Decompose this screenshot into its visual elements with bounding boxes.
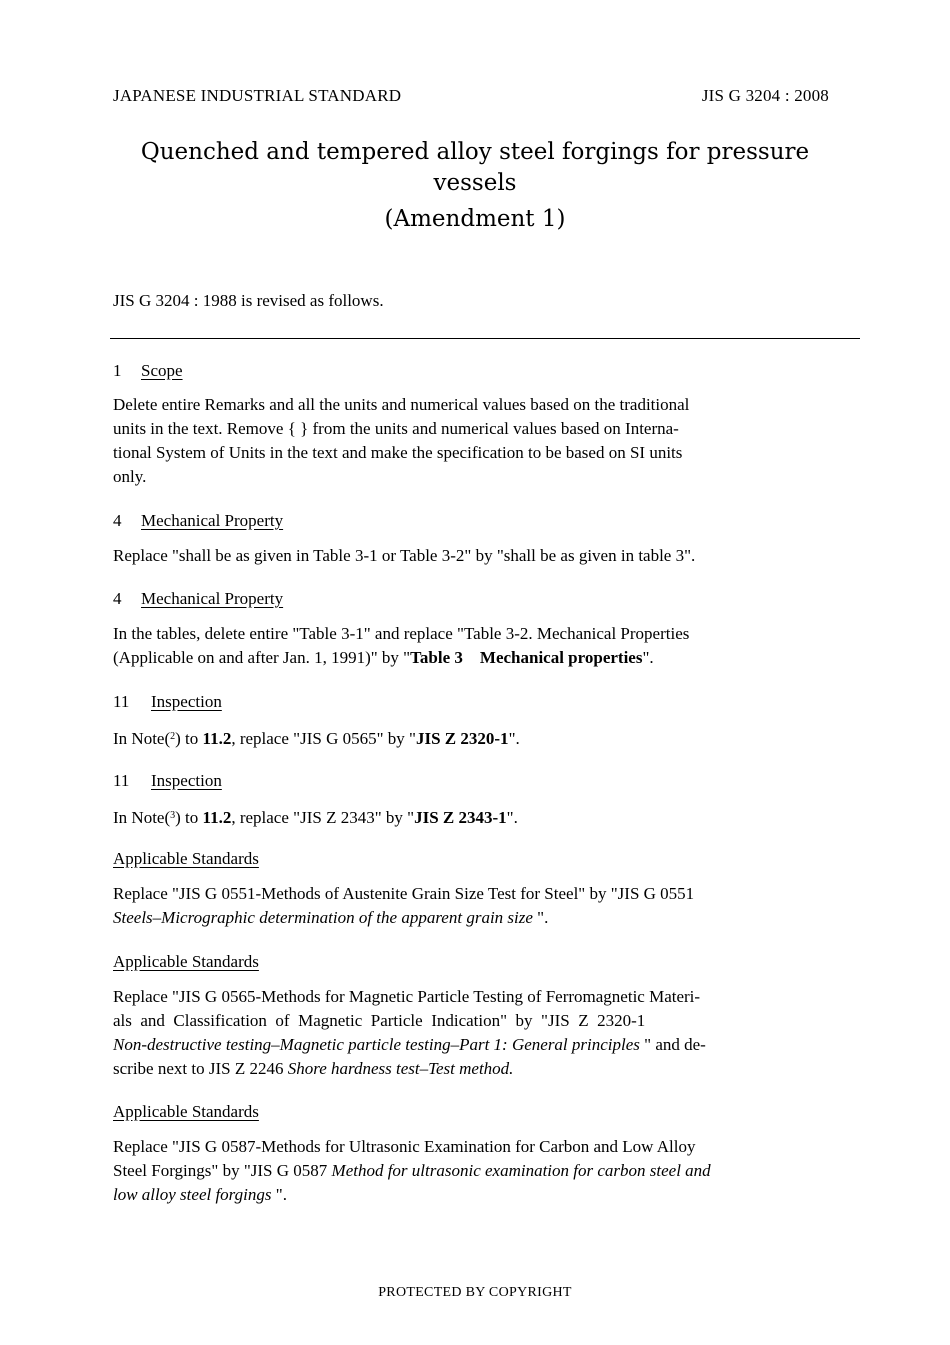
amendment-label: (Amendment 1)	[384, 206, 566, 232]
bold-table-ref: Table 3 Mechanical properties	[410, 648, 643, 667]
clause-ref: 11.2	[202, 808, 232, 827]
section-title: Mechanical Property	[141, 589, 284, 608]
title-line-2: vessels	[433, 170, 517, 196]
section-title: Mechanical Property	[141, 511, 284, 530]
section-number: 11	[113, 692, 130, 711]
section-heading-inspection	[113, 771, 222, 791]
bold-standard-ref: JIS Z 2343-1	[414, 808, 507, 827]
applicable-standards-paragraph	[113, 1135, 838, 1207]
section-number: 11	[113, 771, 130, 790]
clause-ref: 11.2	[202, 729, 232, 748]
note-number: 3	[170, 810, 176, 821]
section-title: Scope	[141, 361, 183, 380]
section-number: 4	[113, 511, 122, 530]
paragraph-line: Replace "JIS G 0565-Methods for Magnetic Particle Testing of Ferromagnetic Materi-	[113, 987, 701, 1006]
document-title	[0, 137, 950, 199]
section-title: Inspection	[151, 771, 222, 790]
paragraph-line: Non-destructive testing–Magnetic particle testing–Part 1: General principles " and de-	[113, 1035, 706, 1054]
paragraph-line: scribe next to JIS Z 2246 Shore hardness test–Test method.	[113, 1059, 514, 1078]
mechanical-tables-paragraph	[113, 622, 838, 670]
inspection-paragraph	[113, 725, 838, 751]
paragraph-line: In Note($^3$) to 11.2, replace "JIS Z 2343" by "JIS Z 2343-1".	[113, 808, 518, 827]
header-standard-label: JAPANESE INDUSTRIAL STANDARD	[113, 86, 402, 105]
section-heading-applicable-standards	[113, 849, 259, 869]
copyright-footer: PROTECTED BY COPYRIGHT	[378, 1285, 572, 1300]
section-heading-mechanical-property	[113, 511, 283, 531]
section-heading-scope	[113, 361, 183, 381]
section-heading-mechanical-property	[113, 589, 283, 609]
paragraph-line: low alloy steel forgings ".	[113, 1185, 287, 1204]
section-number: 4	[113, 589, 122, 608]
applicable-standards-paragraph	[113, 882, 838, 930]
paragraph-line: only.	[113, 467, 147, 486]
title-line-1: Quenched and tempered alloy steel forgings for pressure	[140, 139, 810, 165]
section-heading-applicable-standards	[113, 952, 259, 972]
paragraph-line: units in the text. Remove { } from the units and numerical values based on Interna-	[113, 419, 679, 438]
standard-title: Steels–Micrographic determination of the apparent grain size	[113, 908, 533, 927]
header-standard-number: JIS G 3204 : 2008	[701, 86, 829, 105]
paragraph-line: Replace "shall be as given in Table 3-1 or Table 3-2" by "shall be as given in table 3".	[113, 546, 696, 565]
paragraph-line: (Applicable on and after Jan. 1, 1991)" by "Table 3 Mechanical properties".	[113, 648, 654, 667]
standard-title: Shore hardness test–Test method.	[287, 1059, 514, 1078]
section-heading-inspection	[113, 692, 222, 712]
paragraph-line: In Note($^2$) to 11.2, replace "JIS G 0565" by "JIS Z 2320-1".	[113, 729, 520, 748]
standard-title: Method for ultrasonic examination for carbon steel and	[331, 1161, 711, 1180]
section-number: 1	[113, 361, 122, 380]
paragraph-line: tional System of Units in the text and make the specification to be based on SI units	[113, 443, 683, 462]
section-title: Applicable Standards	[113, 1102, 259, 1121]
paragraph-line: Delete entire Remarks and all the units and numerical values based on the traditional	[113, 395, 690, 414]
scope-paragraph	[113, 393, 838, 489]
paragraph-line: Replace "JIS G 0587-Methods for Ultrasonic Examination for Carbon and Low Alloy	[113, 1137, 696, 1156]
intro-text: JIS G 3204 : 1988 is revised as follows.	[113, 291, 384, 310]
inspection-paragraph	[113, 804, 838, 830]
mechanical-property-paragraph	[113, 544, 838, 568]
standard-title: low alloy steel forgings	[113, 1185, 272, 1204]
section-title: Applicable Standards	[113, 952, 259, 971]
section-title: Inspection	[151, 692, 222, 711]
note-number: 2	[170, 731, 176, 742]
paragraph-line: Replace "JIS G 0551-Methods of Austenite Grain Size Test for Steel" by "JIS G 0551	[113, 884, 695, 903]
paragraph-line: In the tables, delete entire "Table 3-1" and replace "Table 3-2. Mechanical Properties	[113, 624, 690, 643]
paragraph-line: Steel Forgings" by "JIS G 0587 Method for ultrasonic examination for carbon steel and	[113, 1161, 711, 1180]
header-divider	[110, 338, 860, 339]
section-heading-applicable-standards	[113, 1102, 259, 1122]
paragraph-line: als and Classification of Magnetic Particle Indication" by "JIS Z 2320-1	[113, 1011, 646, 1030]
section-title: Applicable Standards	[113, 849, 259, 868]
bold-standard-ref: JIS Z 2320-1	[415, 729, 509, 748]
standard-title: Non-destructive testing–Magnetic particle testing–Part 1: General principles	[113, 1035, 640, 1054]
paragraph-line: Steels–Micrographic determination of the apparent grain size ".	[113, 908, 549, 927]
applicable-standards-paragraph	[113, 985, 838, 1081]
